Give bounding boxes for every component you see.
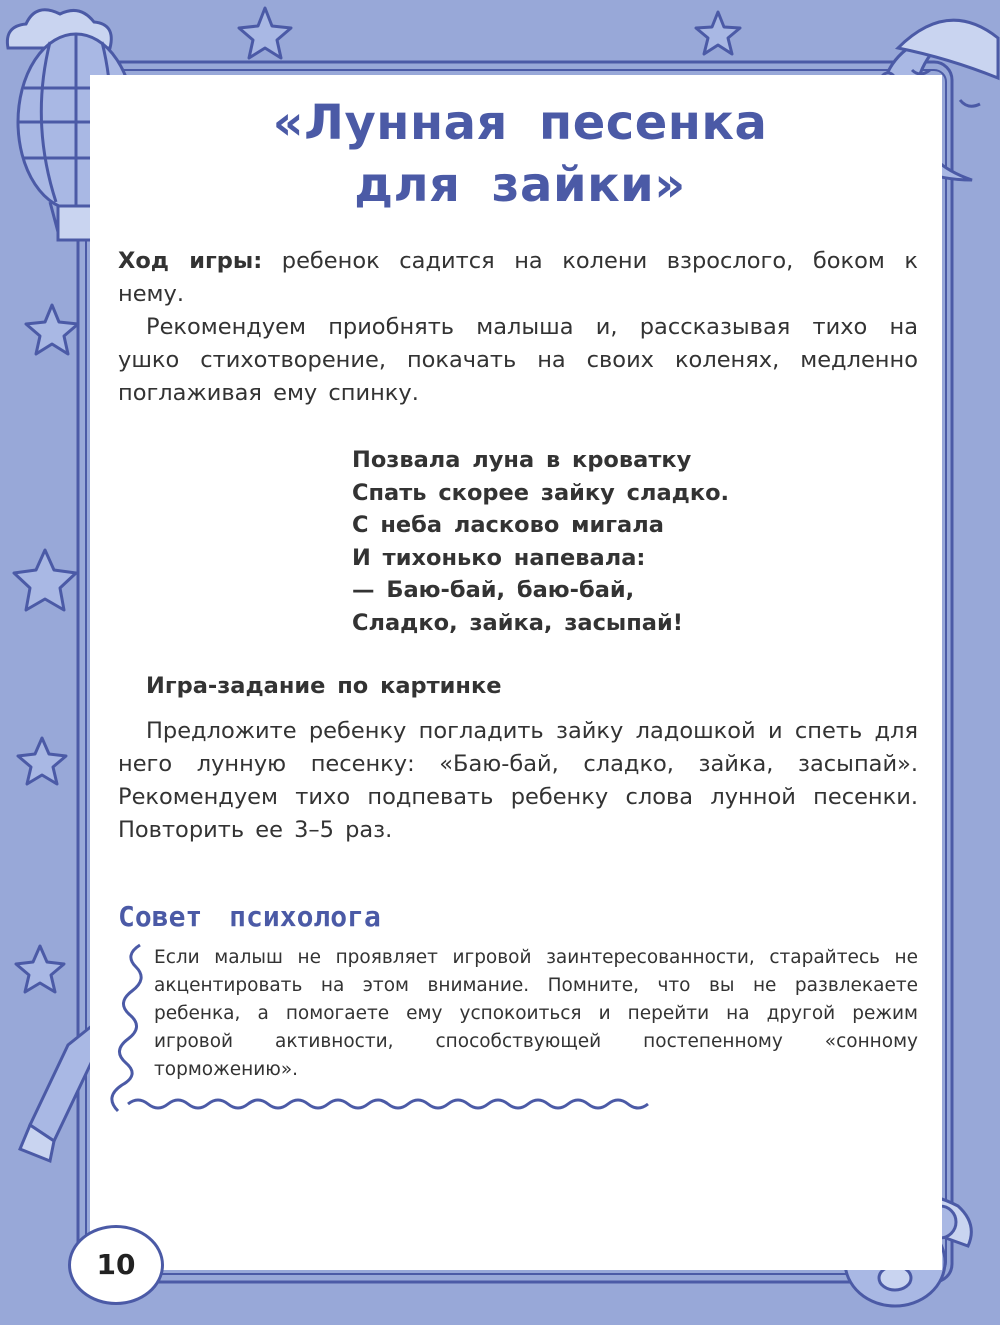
- task-heading: Игра-задание по картинке: [146, 673, 502, 699]
- task-text: Предложите ребенку погладить зайку ладошкой и спеть для него лунную песенку: «Баю-бай, сладко, зайка, засыпай». Рекомендуем тихо подпевать ребенку слова лунной песенки. Повторить ее 3–5 раз.: [118, 718, 918, 843]
- poem-line: Позвала луна в кроватку: [352, 447, 692, 473]
- poem-line: Сладко, зайка, засыпай!: [352, 609, 684, 636]
- game-label: Ход игры:: [118, 248, 263, 274]
- title-line-2: для зайки»: [354, 157, 686, 213]
- advice-text: Если малыш не проявляет игровой заинтересованности, старайтесь не акцентировать на этом внимание. Помните, что вы не развлекаете ребенка, а помогаете ему успокоиться и перейти на другой режим игровой активности, способствующей постепенному «сонному торможению».: [154, 947, 918, 1080]
- game-recommendation: Рекомендуем приобнять малыша и, рассказывая тихо на ушко стихотворение, покачать на своих коленях, медленно поглаживая ему спинку.: [118, 314, 918, 406]
- game-text: ребенок садится на колени взрослого, боком к нему.: [118, 248, 919, 307]
- title-line-1: «Лунная песенка: [272, 95, 768, 151]
- poem-line: С неба ласково мигала: [352, 512, 664, 538]
- poem-line: И тихонько напевала:: [352, 544, 646, 571]
- advice-heading: Совет психолога: [118, 900, 381, 933]
- poem-line: Спать скорее зайку сладко.: [352, 479, 730, 506]
- page-number: 10: [68, 1225, 164, 1305]
- poem-line: — Баю-бай, баю-бай,: [352, 577, 635, 603]
